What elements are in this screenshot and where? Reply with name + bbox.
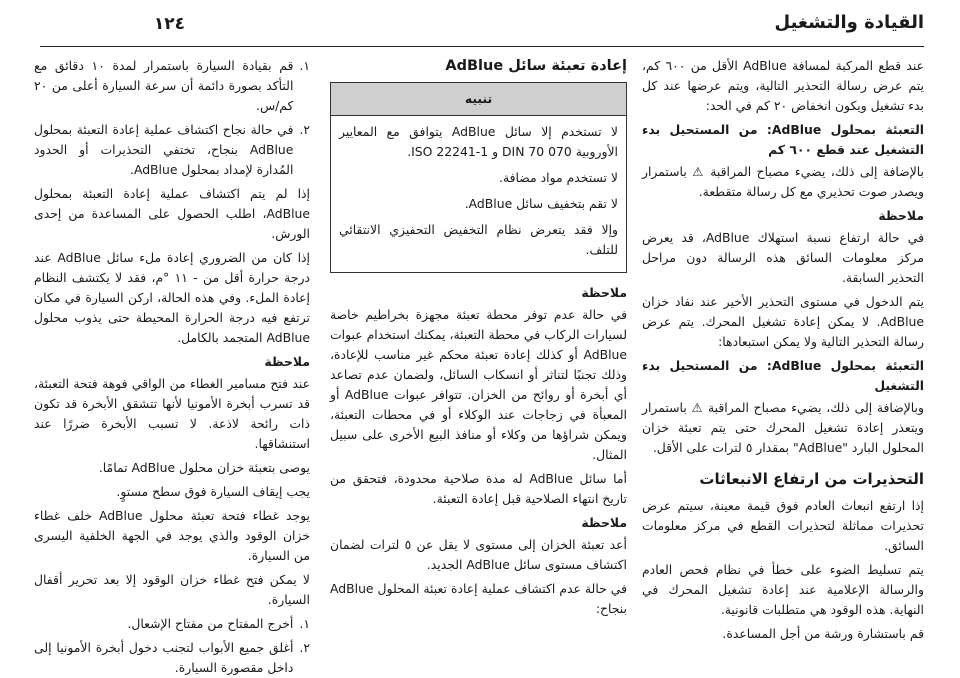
left-paragraphs <box>34 184 310 610</box>
paragraph: وبالإضافة إلى ذلك، يضيء مصباح المراقبة ⚠ باستمرار ويتعذر إعادة تشغيل المحرك حتى يتم تعبئة خزان المحلول البارد "AdBlue" بمقدار ٥ لترات على الأقل. <box>642 400 924 455</box>
list-text: أغلق جميع الأبواب لتجنب دخول أبخرة الأمونيا إلى داخل مقصورة السيارة. <box>34 640 294 675</box>
subheading: ملاحظة <box>878 208 924 223</box>
list-number: ١. <box>299 616 310 631</box>
paragraph: بالإضافة إلى ذلك، يضيء مصباح المراقبة ⚠ باستمرار ويصدر صوت تحذيري مع كل رسالة متقطعة. <box>642 164 924 199</box>
page-number: ١٢٤ <box>153 14 185 34</box>
paragraph: في حالة ارتفاع نسبة استهلاك AdBlue، قد يعرض مركز معلومات السائق هذه الرسالة دون مراحل التحذير السابقة. <box>642 230 924 285</box>
column-right <box>642 56 924 641</box>
paragraph: قم باستشارة ورشة من أجل المساعدة. <box>722 626 924 641</box>
list-item <box>34 614 310 634</box>
paragraph: إذا لم يتم اكتشاف عملية إعادة التعبئة بمحلول AdBlue، اطلب الحصول على المساعدة من إحدى الورش. <box>34 186 310 241</box>
paragraph: في حالة عدم توفر محطة تعبئة مجهزة بخراطيم خاصة لسيارات الركاب في محطة التعبئة، يمكنك استخدام عبوات AdBlue أو كذلك إعادة تعبئة محكم غير مناسب للإعادة، وذلك تجنبًا لتناثر أو انسكاب السائل، ولضمان عدم تصاعد أي أبخرة أو روائح من الخزان. تتوافر عبوات AdBlue أو المعبأة في زجاجات عند الوكلاء أو في محطات التعبئة، ويمكن شراؤها من وكلاء أو منافذ البيع الأخرى على سبيل المثال. <box>330 307 627 462</box>
paragraph: يجب إيقاف السيارة فوق سطح مستوٍ. <box>116 484 310 499</box>
subheading: التعبئة بمحلول AdBlue: من المستحيل بدء التشغيل <box>642 358 924 393</box>
paragraph: في حالة عدم اكتشاف عملية إعادة تعبئة المحلول AdBlue بنجاح: <box>330 581 627 616</box>
paragraph: يتم الدخول في مستوى التحذير الأخير عند نفاد خزان AdBlue. لا يمكن إعادة تشغيل المحرك. يتم عرض رسالة التحذير التالية ولا يمكن استبعادها: <box>642 294 924 349</box>
middle-paragraphs <box>330 283 627 619</box>
paragraph: إذا ارتفع انبعاث العادم فوق قيمة معينة، سيتم عرض تحذيرات مماثلة لتحذيرات القطع في مركز معلومات السائق. <box>642 498 924 553</box>
caution-box <box>330 82 627 273</box>
caution-item: وإلا فقد يتعرض نظام التخفيض التحفيزي الانتقائي للتلف. <box>339 222 618 257</box>
caution-item: لا تقم بتخفيف سائل AdBlue. <box>464 196 618 211</box>
list-number: ٢. <box>299 640 310 655</box>
subheading: ملاحظة <box>581 515 627 530</box>
steps-list-2 <box>34 614 310 678</box>
list-text: قم بقيادة السيارة باستمرار لمدة ١٠ دقائق مع التأكد بصورة دائمة أن سرعة السيارة أعلى من ٢٠ كم/س. <box>34 58 294 113</box>
header-rule <box>40 46 924 47</box>
paragraph: عند فتح مسامير الغطاء من الواقي فوهة فتحة التعبئة، قد تسرب أبخرة الأمونيا لأنها تتشقق الأبخرة قد تكون ذات رائحة لاذعة. لا تسبب الأبخرة ضررًا عند استنشاقها. <box>34 376 310 451</box>
caution-title: تنبيه <box>331 83 626 116</box>
list-text: أخرج المفتاح من مفتاح الإشعال. <box>127 616 294 631</box>
list-text: في حالة نجاح اكتشاف عملية إعادة التعبئة بمحلول AdBlue بنجاح، تختفي التحذيرات أو الحدود المُدارة لإمداد بمحلول AdBlue. <box>34 122 294 177</box>
paragraph: يوصى بتعبئة خزان محلول AdBlue تمامًا. <box>98 460 310 475</box>
paragraph: أعد تعبئة الخزان إلى مستوى لا يقل عن ٥ لترات لضمان اكتشاف مستوى سائل AdBlue الجديد. <box>330 537 627 572</box>
caution-item: لا تستخدم مواد مضافة. <box>499 170 618 185</box>
paragraph: يتم تسليط الضوء على خطأ في نظام فحص العادم والرسالة الإعلامية عند إعادة تشغيل المحرك في النهاية. هذه الوقود هي متطلبات قانونية. <box>642 562 924 617</box>
paragraph: إذا كان من الضروري إعادة ملء سائل AdBlue عند درجة حرارة أقل من - ١١ °م، فقد لا يكتشف النظام إعادة الملء. وفي هذه الحالة، اركن السيارة في مكان ترتفع فيه درجة الحرارة المحيطة حتى يذوب محلول AdBlue المتجمد بالكامل. <box>34 250 310 345</box>
caution-item: لا تستخدم إلا سائل AdBlue يتوافق مع المعايير الأوروبية DIN 70 070 و ISO 22241-1. <box>339 124 618 159</box>
paragraph: لا يمكن فتح غطاء خزان الوقود إلا بعد تحرير أقفال السيارة. <box>34 572 310 607</box>
column-middle <box>330 56 627 636</box>
subheading: ملاحظة <box>264 354 310 369</box>
column-left <box>34 56 310 675</box>
subheading: التعبئة بمحلول AdBlue: من المستحيل بدء التشغيل عند قطع ٦٠٠ كم <box>642 122 924 157</box>
paragraph: يوجد غطاء فتحة تعبئة محلول AdBlue خلف غطاء خزان الوقود والذي يوجد في الجهة الخلفية اليسرى من السيارة. <box>34 508 310 563</box>
list-item <box>34 56 310 116</box>
list-item <box>34 638 310 678</box>
page-header <box>0 0 960 44</box>
list-number: ١. <box>299 58 310 73</box>
list-item <box>34 120 310 180</box>
chapter-title: القيادة والتشغيل <box>774 12 924 33</box>
paragraph: عند قطع المركبة لمسافة AdBlue الأقل من ٦٠٠ كم، يتم عرض رسالة التحذير التالية، ويتم عرضها عند كل بدء تشغيل ويكون انخفاض ٢٠ كم في الحد: <box>642 58 924 113</box>
section-title: إعادة تعبئة سائل AdBlue <box>445 58 627 74</box>
list-number: ٢. <box>299 122 310 137</box>
caution-body <box>331 116 626 272</box>
paragraph: أما سائل AdBlue له مدة صلاحية محدودة، فتحقق من تاريخ انتهاء الصلاحية قبل إعادة التعبئة. <box>330 471 627 506</box>
steps-list-1 <box>34 56 310 180</box>
subheading: ملاحظة <box>581 285 627 300</box>
section-heading: التحذيرات من ارتفاع الانبعاثات <box>699 470 924 488</box>
